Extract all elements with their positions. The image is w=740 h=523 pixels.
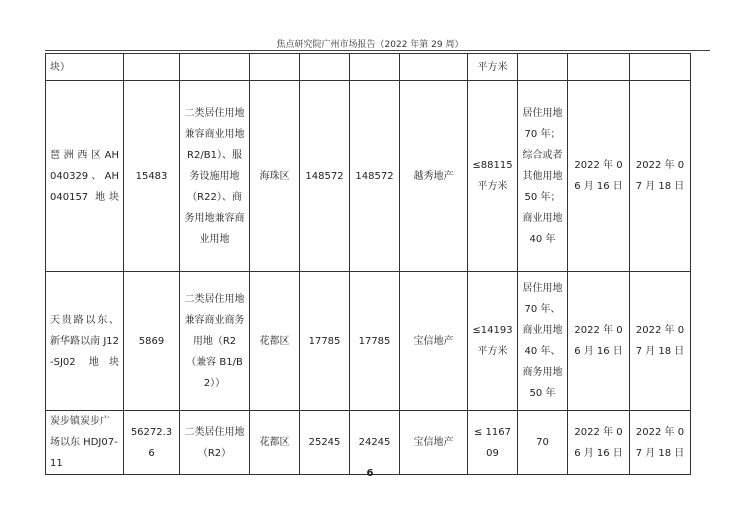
cell-plot-name: 天贵路以东、新华路以南 J12-SJ02 地块: [46, 272, 124, 411]
table-row: [46, 411, 691, 475]
cell-plot-name: 炭步镇炭步广场以东 HDJ07-11: [46, 411, 124, 475]
cell-term: 居住用地 70 年；综合或者其他用地 50 年；商业用地 40 年: [518, 81, 568, 272]
cell-date-1: 2022 年 06 月 16 日: [568, 81, 630, 272]
cell-district: 花都区: [250, 272, 300, 411]
cell-gfa-2: 17785: [350, 272, 400, 411]
cell-developer: 宝信地产: [400, 272, 468, 411]
cell-land-use: 二类居住用地（R2）: [180, 411, 250, 475]
cell-land-use: 二类居住用地兼容商业用地 R2/B1）、服务设施用地（R22）、商务用地兼容商业用地: [180, 81, 250, 272]
cell-plot-name: 琶 洲 西 区 AH040329 、 AH040157 地块: [46, 81, 124, 272]
cell-land-use: [180, 54, 250, 81]
cell-floor-area-limit: ≤14193 平方米: [468, 272, 518, 411]
cell-date-2: 2022 年 07 月 18 日: [630, 272, 691, 411]
cell-gfa-1: 17785: [300, 272, 350, 411]
land-transaction-table: [45, 53, 691, 475]
cell-date-2: [630, 54, 691, 81]
table-row: [46, 81, 691, 272]
cell-term: 70: [518, 411, 568, 475]
cell-land-area: [124, 54, 180, 81]
page-header: 焦点研究院广州市场报告（2022 年第 29 周）: [276, 40, 464, 50]
cell-developer: 宝信地产: [400, 411, 468, 475]
cell-gfa-1: 25245: [300, 411, 350, 475]
cell-district: [250, 54, 300, 81]
cell-floor-area-limit: ≤88115 平方米: [468, 81, 518, 272]
cell-gfa-2: 24245: [350, 411, 400, 475]
cell-floor-area-limit: 平方米: [468, 54, 518, 81]
cell-developer: 越秀地产: [400, 81, 468, 272]
cell-term: [518, 54, 568, 81]
cell-developer: [400, 54, 468, 81]
cell-district: 花都区: [250, 411, 300, 475]
page-number: 6: [366, 468, 374, 479]
cell-land-area: 15483: [124, 81, 180, 272]
cell-date-1: 2022 年 06 月 16 日: [568, 272, 630, 411]
cell-date-1: 2022 年 06 月 16 日: [568, 411, 630, 475]
cell-gfa-1: [300, 54, 350, 81]
header-divider: [45, 50, 710, 51]
cell-land-use: 二类居住用地兼容商业商务用地（R2（兼容 B1/B2））: [180, 272, 250, 411]
cell-gfa-2: [350, 54, 400, 81]
cell-term: 居住用地 70 年、商业用地 40 年、商务用地 50 年: [518, 272, 568, 411]
table-row: [46, 272, 691, 411]
cell-land-area: 5869: [124, 272, 180, 411]
cell-date-2: 2022 年 07 月 18 日: [630, 81, 691, 272]
cell-gfa-2: 148572: [350, 81, 400, 272]
cell-date-2: 2022 年 07 月 18 日: [630, 411, 691, 475]
cell-plot-name: 块）: [46, 54, 124, 81]
cell-floor-area-limit: ≤ 116709: [468, 411, 518, 475]
cell-date-1: [568, 54, 630, 81]
cell-land-area: 56272.36: [124, 411, 180, 475]
cell-gfa-1: 148572: [300, 81, 350, 272]
table-row: [46, 54, 691, 81]
cell-district: 海珠区: [250, 81, 300, 272]
